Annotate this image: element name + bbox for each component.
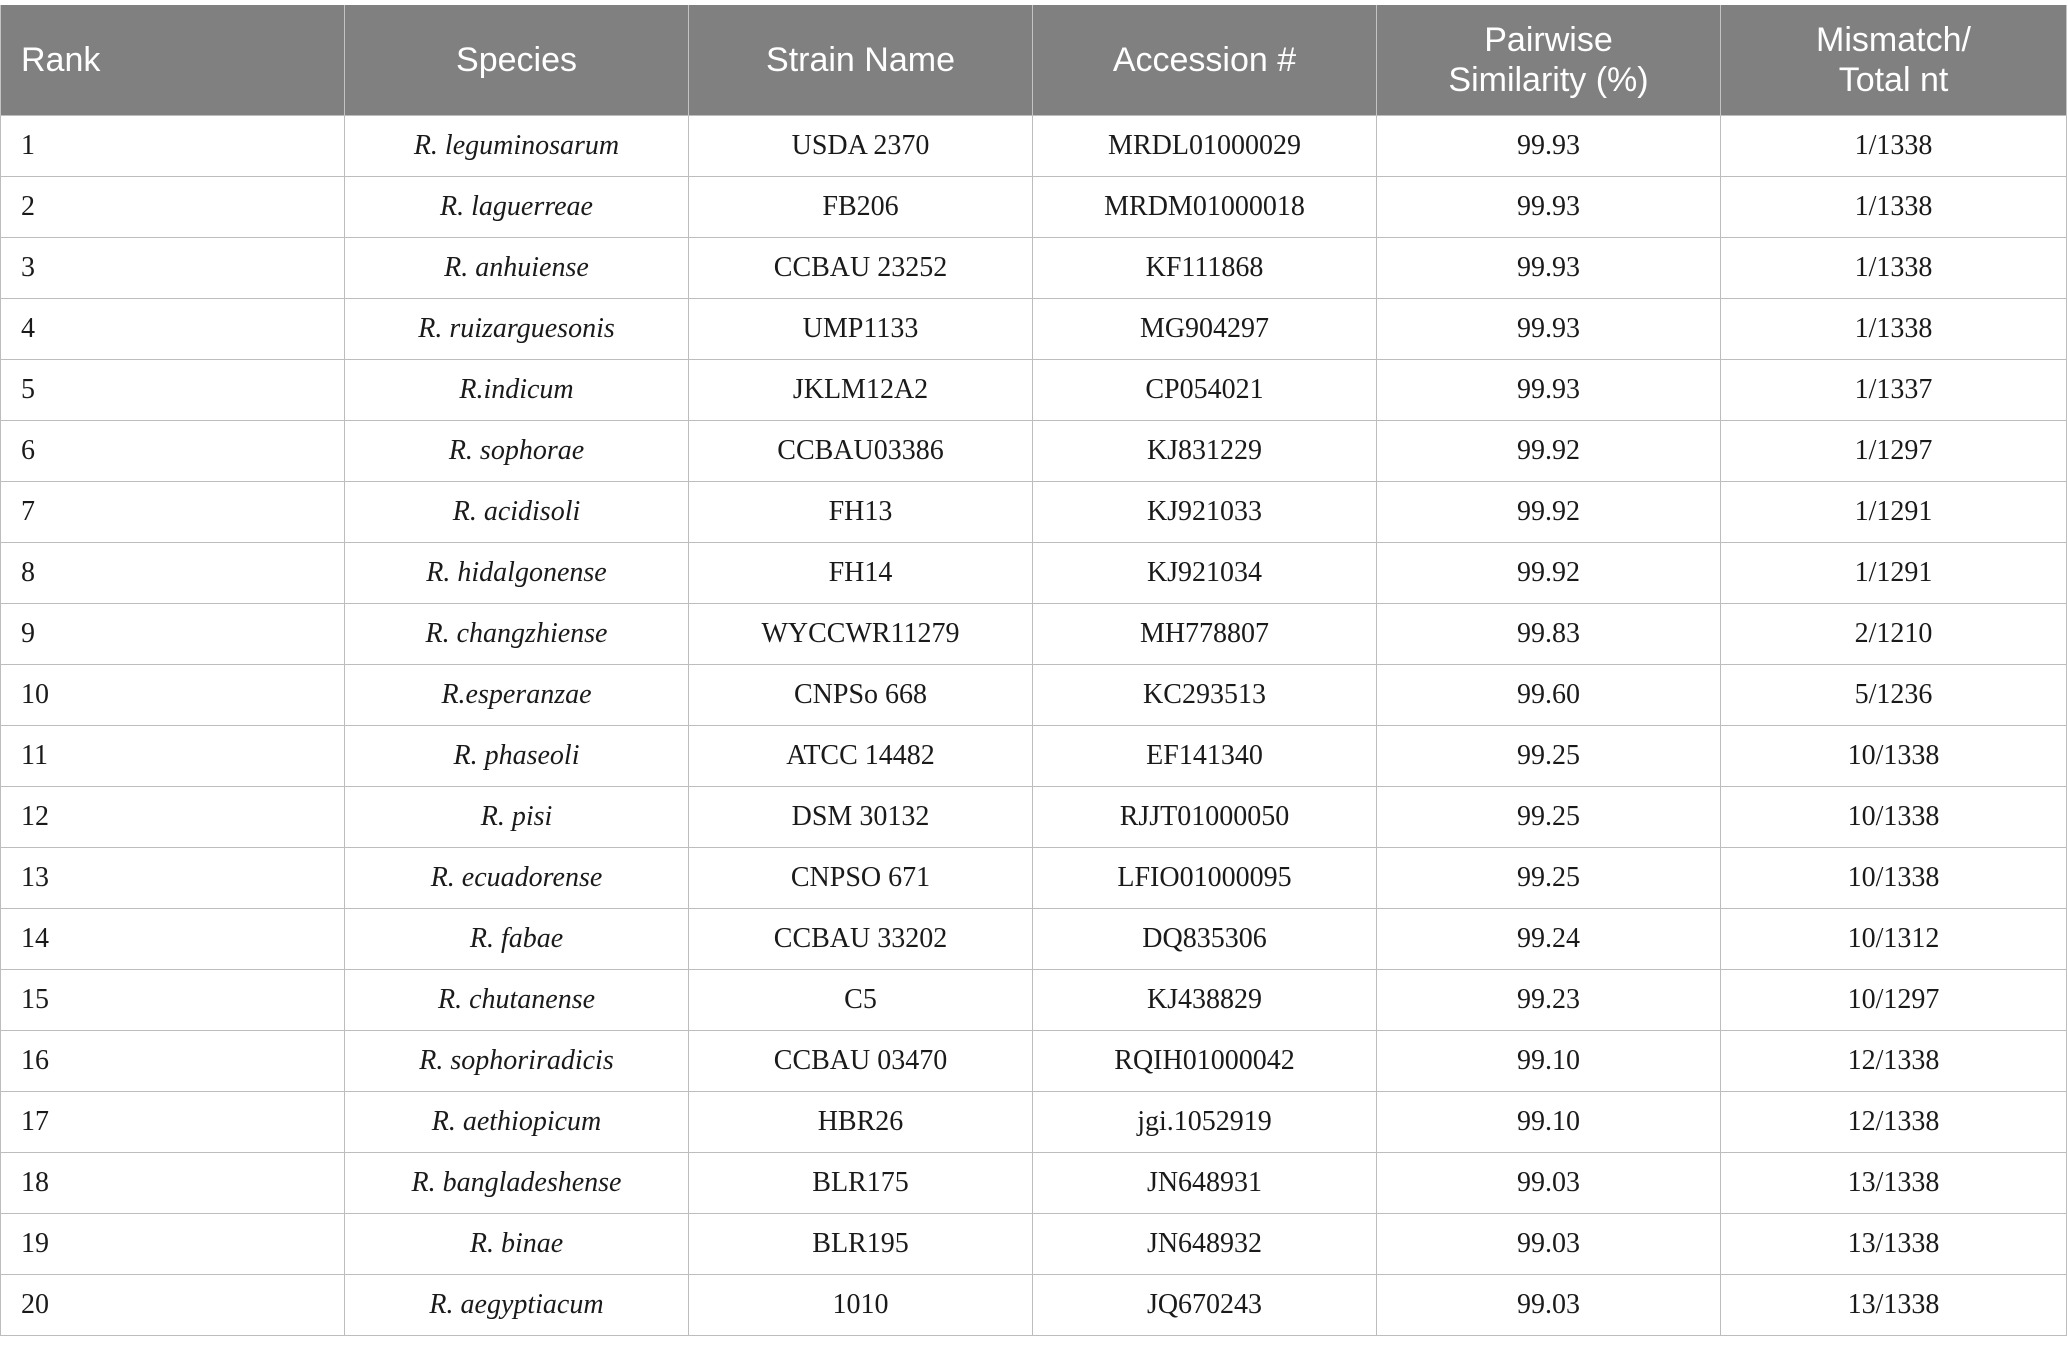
table-row: [1, 664, 2067, 725]
similarity-cell: 99.92: [1377, 420, 1721, 481]
mismatch-cell: 13/1338: [1721, 1213, 2067, 1274]
header-row: [1, 5, 2067, 115]
species-cell: R. aegyptiacum: [345, 1274, 689, 1335]
rank-cell: 16: [1, 1030, 345, 1091]
rank-cell: 18: [1, 1152, 345, 1213]
header-accession: Accession #: [1033, 5, 1377, 115]
rank-cell: 4: [1, 298, 345, 359]
strain-name-cell: UMP1133: [689, 298, 1033, 359]
accession-cell: KC293513: [1033, 664, 1377, 725]
header-species: Species: [345, 5, 689, 115]
mismatch-cell: 1/1338: [1721, 298, 2067, 359]
rank-cell: 6: [1, 420, 345, 481]
header-mismatch-total: Mismatch/ Total nt: [1721, 5, 2067, 115]
rank-cell: 9: [1, 603, 345, 664]
strain-name-cell: JKLM12A2: [689, 359, 1033, 420]
table-row: [1, 420, 2067, 481]
strain-name-cell: DSM 30132: [689, 786, 1033, 847]
accession-cell: RQIH01000042: [1033, 1030, 1377, 1091]
table-row: [1, 115, 2067, 176]
accession-cell: MRDM01000018: [1033, 176, 1377, 237]
species-cell: R. laguerreae: [345, 176, 689, 237]
similarity-cell: 99.93: [1377, 115, 1721, 176]
strain-name-cell: ATCC 14482: [689, 725, 1033, 786]
similarity-cell: 99.92: [1377, 542, 1721, 603]
similarity-cell: 99.25: [1377, 725, 1721, 786]
species-cell: R. leguminosarum: [345, 115, 689, 176]
species-cell: R. anhuiense: [345, 237, 689, 298]
table-row: [1, 1274, 2067, 1335]
strain-name-cell: FB206: [689, 176, 1033, 237]
similarity-cell: 99.93: [1377, 359, 1721, 420]
similarity-cell: 99.03: [1377, 1152, 1721, 1213]
strain-name-cell: CCBAU 33202: [689, 908, 1033, 969]
accession-cell: KJ921033: [1033, 481, 1377, 542]
rank-cell: 11: [1, 725, 345, 786]
mismatch-cell: 1/1291: [1721, 481, 2067, 542]
accession-cell: MRDL01000029: [1033, 115, 1377, 176]
rank-cell: 1: [1, 115, 345, 176]
similarity-cell: 99.60: [1377, 664, 1721, 725]
table-row: [1, 359, 2067, 420]
mismatch-cell: 12/1338: [1721, 1030, 2067, 1091]
strain-name-cell: CNPSo 668: [689, 664, 1033, 725]
rank-cell: 12: [1, 786, 345, 847]
species-cell: R. hidalgonense: [345, 542, 689, 603]
similarity-cell: 99.24: [1377, 908, 1721, 969]
species-cell: R. fabae: [345, 908, 689, 969]
accession-cell: KJ438829: [1033, 969, 1377, 1030]
mismatch-cell: 13/1338: [1721, 1152, 2067, 1213]
similarity-cell: 99.93: [1377, 176, 1721, 237]
strain-name-cell: 1010: [689, 1274, 1033, 1335]
similarity-cell: 99.03: [1377, 1274, 1721, 1335]
similarity-cell: 99.92: [1377, 481, 1721, 542]
species-cell: R. binae: [345, 1213, 689, 1274]
accession-cell: CP054021: [1033, 359, 1377, 420]
mismatch-cell: 10/1297: [1721, 969, 2067, 1030]
accession-cell: EF141340: [1033, 725, 1377, 786]
strain-name-cell: BLR195: [689, 1213, 1033, 1274]
rank-cell: 15: [1, 969, 345, 1030]
similarity-cell: 99.93: [1377, 298, 1721, 359]
species-cell: R.indicum: [345, 359, 689, 420]
accession-cell: JQ670243: [1033, 1274, 1377, 1335]
table-row: [1, 237, 2067, 298]
strain-name-cell: HBR26: [689, 1091, 1033, 1152]
rank-cell: 5: [1, 359, 345, 420]
mismatch-cell: 10/1338: [1721, 786, 2067, 847]
strain-name-cell: CCBAU 03470: [689, 1030, 1033, 1091]
rank-cell: 17: [1, 1091, 345, 1152]
table-row: [1, 786, 2067, 847]
table-row: [1, 542, 2067, 603]
strain-name-cell: BLR175: [689, 1152, 1033, 1213]
strain-name-cell: USDA 2370: [689, 115, 1033, 176]
rank-cell: 3: [1, 237, 345, 298]
similarity-cell: 99.25: [1377, 786, 1721, 847]
table-body: [1, 115, 2067, 1335]
accession-cell: JN648931: [1033, 1152, 1377, 1213]
table-row: [1, 1213, 2067, 1274]
mismatch-cell: 1/1338: [1721, 115, 2067, 176]
mismatch-cell: 1/1297: [1721, 420, 2067, 481]
similarity-cell: 99.10: [1377, 1091, 1721, 1152]
species-cell: R. pisi: [345, 786, 689, 847]
table-header: [1, 5, 2067, 115]
accession-cell: KJ921034: [1033, 542, 1377, 603]
accession-cell: KJ831229: [1033, 420, 1377, 481]
rank-cell: 14: [1, 908, 345, 969]
mismatch-cell: 12/1338: [1721, 1091, 2067, 1152]
mismatch-cell: 10/1338: [1721, 847, 2067, 908]
similarity-cell: 99.83: [1377, 603, 1721, 664]
rank-cell: 19: [1, 1213, 345, 1274]
species-cell: R. ecuadorense: [345, 847, 689, 908]
accession-cell: KF111868: [1033, 237, 1377, 298]
accession-cell: LFIO01000095: [1033, 847, 1377, 908]
species-cell: R. sophoriradicis: [345, 1030, 689, 1091]
mismatch-cell: 10/1338: [1721, 725, 2067, 786]
strain-name-cell: CCBAU 23252: [689, 237, 1033, 298]
similarity-cell: 99.93: [1377, 237, 1721, 298]
rank-cell: 10: [1, 664, 345, 725]
rank-cell: 8: [1, 542, 345, 603]
strain-name-cell: FH13: [689, 481, 1033, 542]
mismatch-cell: 1/1338: [1721, 237, 2067, 298]
species-cell: R.esperanzae: [345, 664, 689, 725]
species-cell: R. sophorae: [345, 420, 689, 481]
table-row: [1, 298, 2067, 359]
strain-name-cell: C5: [689, 969, 1033, 1030]
species-cell: R. ruizarguesonis: [345, 298, 689, 359]
table-row: [1, 847, 2067, 908]
rank-cell: 20: [1, 1274, 345, 1335]
table-row: [1, 1030, 2067, 1091]
species-cell: R. chutanense: [345, 969, 689, 1030]
table-row: [1, 725, 2067, 786]
mismatch-cell: 2/1210: [1721, 603, 2067, 664]
species-cell: R. aethiopicum: [345, 1091, 689, 1152]
accession-cell: jgi.1052919: [1033, 1091, 1377, 1152]
strain-name-cell: CNPSO 671: [689, 847, 1033, 908]
table-row: [1, 1091, 2067, 1152]
species-cell: R. changzhiense: [345, 603, 689, 664]
mismatch-cell: 13/1338: [1721, 1274, 2067, 1335]
species-cell: R. acidisoli: [345, 481, 689, 542]
mismatch-cell: 1/1337: [1721, 359, 2067, 420]
table-row: [1, 481, 2067, 542]
similarity-cell: 99.10: [1377, 1030, 1721, 1091]
table-row: [1, 969, 2067, 1030]
table-row: [1, 908, 2067, 969]
accession-cell: JN648932: [1033, 1213, 1377, 1274]
header-pairwise-similarity: Pairwise Similarity (%): [1377, 5, 1721, 115]
table-row: [1, 1152, 2067, 1213]
rank-cell: 13: [1, 847, 345, 908]
accession-cell: MG904297: [1033, 298, 1377, 359]
table-row: [1, 176, 2067, 237]
similarity-cell: 99.23: [1377, 969, 1721, 1030]
mismatch-cell: 1/1291: [1721, 542, 2067, 603]
accession-cell: RJJT01000050: [1033, 786, 1377, 847]
accession-cell: MH778807: [1033, 603, 1377, 664]
similarity-cell: 99.03: [1377, 1213, 1721, 1274]
similarity-table: [0, 5, 2067, 1336]
header-rank: Rank: [1, 5, 345, 115]
accession-cell: DQ835306: [1033, 908, 1377, 969]
species-cell: R. phaseoli: [345, 725, 689, 786]
strain-name-cell: WYCCWR11279: [689, 603, 1033, 664]
similarity-cell: 99.25: [1377, 847, 1721, 908]
mismatch-cell: 10/1312: [1721, 908, 2067, 969]
header-strain-name: Strain Name: [689, 5, 1033, 115]
rank-cell: 2: [1, 176, 345, 237]
species-cell: R. bangladeshense: [345, 1152, 689, 1213]
mismatch-cell: 5/1236: [1721, 664, 2067, 725]
strain-name-cell: CCBAU03386: [689, 420, 1033, 481]
mismatch-cell: 1/1338: [1721, 176, 2067, 237]
table-row: [1, 603, 2067, 664]
strain-name-cell: FH14: [689, 542, 1033, 603]
rank-cell: 7: [1, 481, 345, 542]
